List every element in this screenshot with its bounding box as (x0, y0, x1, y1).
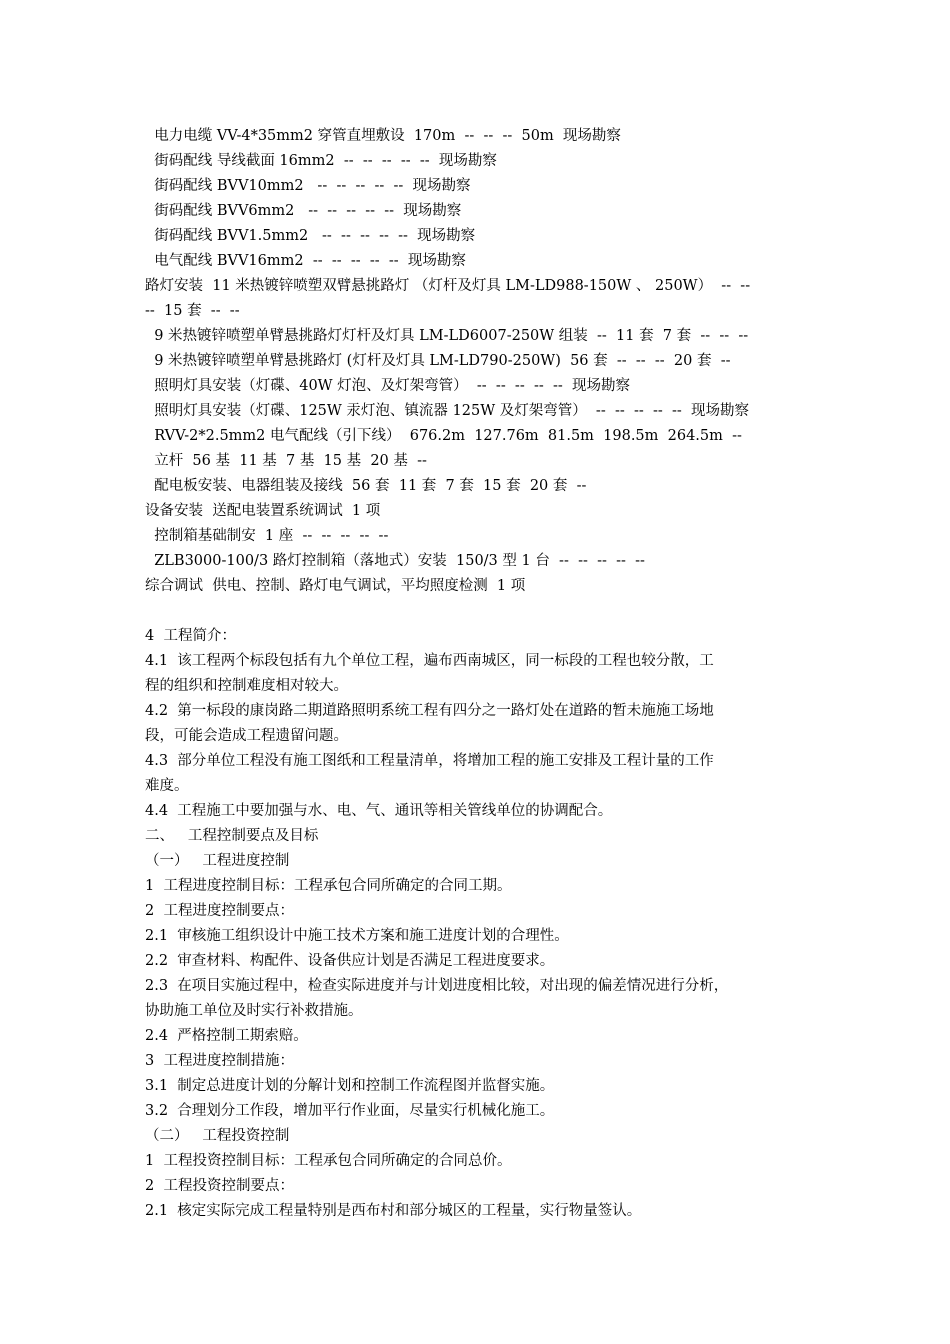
text-line: 2.2 审查材料、构配件、设备供应计划是否满足工程进度要求。 (145, 953, 555, 969)
subsection-heading: （二） 工程投资控制 (145, 1128, 290, 1144)
text-line: 段，可能会造成工程遗留问题。 (145, 728, 348, 744)
text-line: 1 工程进度控制目标：工程承包合同所确定的合同工期。 (145, 878, 512, 894)
text-line: 街码配线 BVV1.5mm2 -- -- -- -- -- 现场勘察 (145, 228, 476, 244)
text-line: 综合调试 供电、控制、路灯电气调试，平均照度检测 1 项 (145, 578, 526, 594)
text-line: 协助施工单位及时实行补救措施。 (145, 1003, 363, 1019)
text-line: 4.3 部分单位工程没有施工图纸和工程量清单，将增加工程的施工安排及工程计量的工作 (145, 753, 714, 769)
text-line: ZLB3000-100/3 路灯控制箱（落地式）安装 150/3 型 1 台 -- -- -- -- -- (145, 553, 645, 569)
text-line: -- 15 套 -- -- (145, 303, 240, 319)
section-heading: 二、 工程控制要点及目标 (145, 828, 319, 844)
text-line: 4.4 工程施工中要加强与水、电、气、通讯等相关管线单位的协调配合。 (145, 803, 613, 819)
text-line: 3.1 制定总进度计划的分解计划和控制工作流程图并监督实施。 (145, 1078, 555, 1094)
text-line: 电气配线 BVV16mm2 -- -- -- -- -- 现场勘察 (145, 253, 466, 269)
text-line: 街码配线 BVV6mm2 -- -- -- -- -- 现场勘察 (145, 203, 462, 219)
text-line: 电力电缆 VV-4*35mm2 穿管直埋敷设 170m -- -- -- 50m 现场勘察 (145, 128, 621, 144)
text-line: 街码配线 导线截面 16mm2 -- -- -- -- -- 现场勘察 (145, 153, 497, 169)
text-line: 2.1 审核施工组织设计中施工技术方案和施工进度计划的合理性。 (145, 928, 569, 944)
text-line: 2.4 严格控制工期索赔。 (145, 1028, 308, 1044)
text-line: 难度。 (145, 778, 189, 794)
text-line: 控制箱基础制安 1 座 -- -- -- -- -- (145, 528, 389, 544)
text-line: 4.2 第一标段的康岗路二期道路照明系统工程有四分之一路灯处在道路的暂未施施工场地 (145, 703, 714, 719)
text-line: 程的组织和控制难度相对较大。 (145, 678, 348, 694)
text-line: 3.2 合理划分工作段，增加平行作业面，尽量实行机械化施工。 (145, 1103, 555, 1119)
text-line: 街码配线 BVV10mm2 -- -- -- -- -- 现场勘察 (145, 178, 471, 194)
text-line: 2 工程投资控制要点： (145, 1178, 294, 1194)
text-line: 配电板安装、电器组装及接线 56 套 11 套 7 套 15 套 20 套 -- (145, 478, 587, 494)
section-heading: 4 工程简介： (145, 628, 236, 644)
text-line: 3 工程进度控制措施： (145, 1053, 294, 1069)
text-line: 9 米热镀锌喷塑单臂悬挑路灯灯杆及灯具 LM-LD6007-250W 组装 -- 11 套 7 套 -- -- -- (145, 328, 749, 344)
text-line: 立杆 56 基 11 基 7 基 15 基 20 基 -- (145, 453, 427, 469)
text-line: 照明灯具安装（灯碟、40W 灯泡、及灯架弯管） -- -- -- -- -- 现场勘察 (145, 378, 630, 394)
text-line: 路灯安装 11 米热镀锌喷塑双臂悬挑路灯 （灯杆及灯具 LM-LD988-150W 、 250W） -- -- (145, 278, 751, 294)
subsection-heading: （一） 工程进度控制 (145, 853, 290, 869)
text-line: 1 工程投资控制目标：工程承包合同所确定的合同总价。 (145, 1153, 512, 1169)
text-line: 照明灯具安装（灯碟、125W 汞灯泡、镇流器 125W 及灯架弯管） -- -- -- -- -- 现场勘察 (145, 403, 750, 419)
text-line: 9 米热镀锌喷塑单臂悬挑路灯 (灯杆及灯具 LM-LD790-250W) 56 套 -- -- -- 20 套 -- (145, 353, 731, 369)
text-line: 4.1 该工程两个标段包括有九个单位工程，遍布西南城区，同一标段的工程也较分散，工 (145, 653, 714, 669)
text-line: 设备安装 送配电装置系统调试 1 项 (145, 503, 381, 519)
text-line: 2.3 在项目实施过程中，检查实际进度并与计划进度相比较，对出现的偏差情况进行分析， (145, 978, 729, 994)
text-line: 2 工程进度控制要点： (145, 903, 294, 919)
text-line: RVV-2*2.5mm2 电气配线（引下线） 676.2m 127.76m 81.5m 198.5m 264.5m -- (145, 428, 742, 444)
text-line: 2.1 核定实际完成工程量特别是西布村和部分城区的工程量，实行物量签认。 (145, 1203, 642, 1219)
